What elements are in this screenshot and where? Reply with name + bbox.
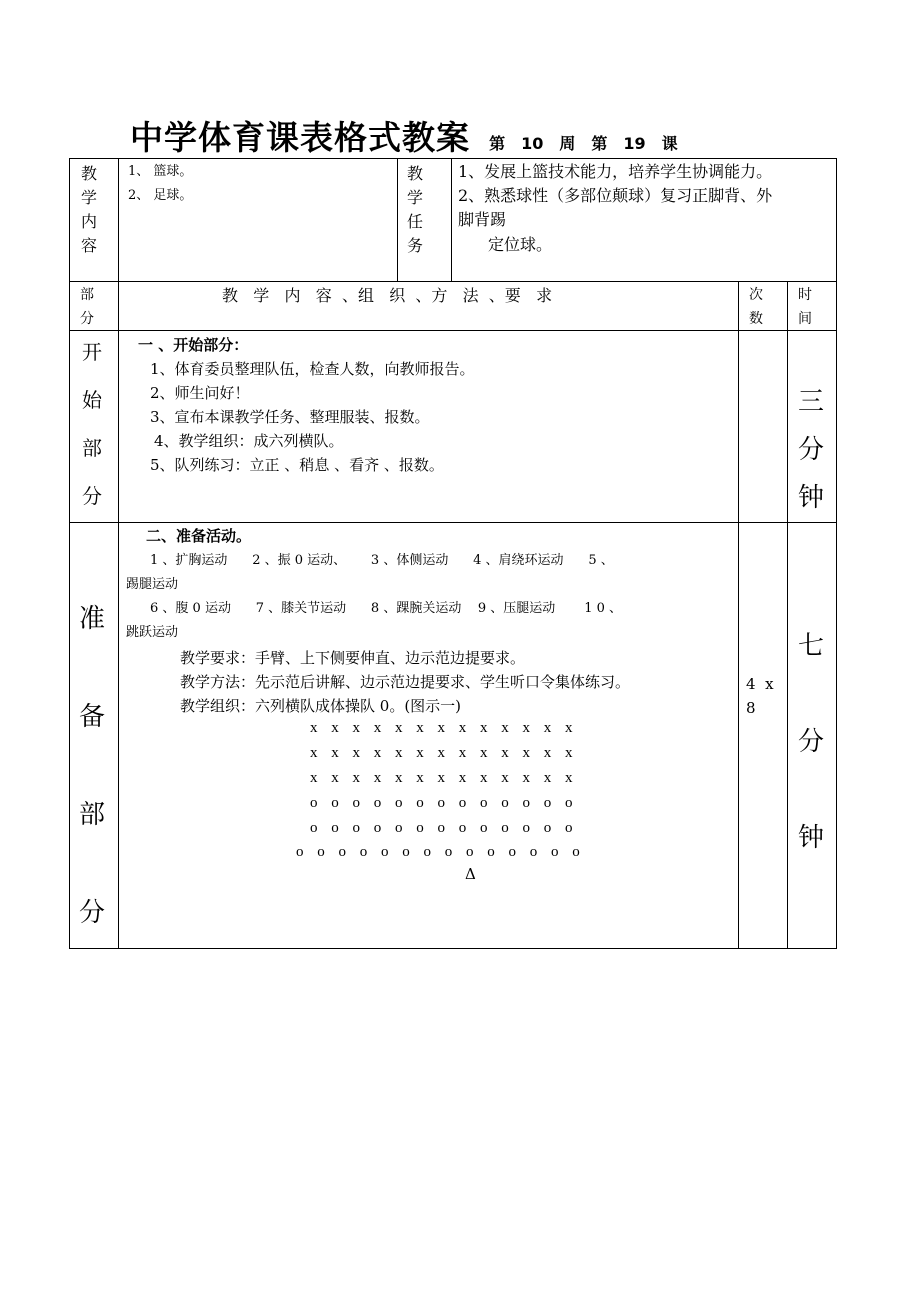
task-item: 1、发展上篮技术能力，培养学生协调能力。 [458,162,773,181]
formation-row: o o o o o o o o o o o o o [310,820,573,836]
header-content: 教 学 内 容 、组 织 、方 法 、要 求 [222,286,553,305]
formation-row: x x x x x x x x x x x x x [310,720,573,736]
divider [69,522,837,523]
divider [787,281,788,949]
start-line: 1、体育委员整理队伍，检查人数，向教师报告。 [150,360,475,378]
divider [118,158,119,282]
teacher-marker: Δ [465,865,476,883]
section-start-label: 开 始 部 分 [82,340,102,508]
exercise-list: 踢腿运动 [126,577,179,592]
header-count: 次 数 [749,287,763,327]
page-title: 中学体育课表格式教案 [130,118,470,157]
content-label: 教 学 内 容 [80,164,97,255]
formation-row: x x x x x x x x x x x x x [310,745,573,761]
task-item: 2、熟悉球性（多部位颠球）复习正脚背、外 [458,186,773,205]
start-line: 3、宣布本课教学任务、整理服装、报数。 [150,408,430,426]
divider [397,158,398,282]
header-time: 时 间 [798,287,812,327]
section-start-time: 三 分 钟 [797,387,824,513]
count-value: 8 [746,699,756,717]
content-item: 1、 篮球。 [128,164,193,179]
task-label: 教 学 任 务 [406,164,423,255]
exercise-list: 跳跃运动 [126,625,179,640]
start-line: 5、队列练习：立正 、稍息 、看齐 、报数。 [150,456,444,474]
section-prep-label: 准 备 部 分 [78,604,105,928]
section-prep-heading: 二、准备活动。 [146,527,252,545]
exercise-list: 6 、腹 0 运动 7 、膝关节运动 8 、踝腕关运动 9 、压腿运动 1 0 、 [150,601,622,616]
content-item: 2、 足球。 [128,188,193,203]
divider [118,281,119,949]
document-title-row [130,112,694,159]
teaching-organization: 教学组织：六列横队成体操队 0。(图示一) [180,697,462,715]
formation-row: x x x x x x x x x x x x x [310,770,573,786]
divider [69,330,837,331]
exercise-list: 1 、扩胸运动 2 、振 0 运动、 3 、体侧运动 4 、肩绕环运动 5 、 [150,553,614,568]
formation-row: o o o o o o o o o o o o o [310,795,573,811]
teaching-requirement: 教学要求：手臂、上下侧要伸直、边示范边提要求。 [180,649,526,667]
start-line: 4、教学组织：成六列横队。 [154,432,344,450]
divider [738,281,739,949]
week-lesson-info: 第 10 周 第 19 课 [489,134,678,153]
header-part: 部 分 [80,287,94,327]
section-prep-time: 七 分 钟 [797,631,824,853]
section-start-heading: 一 、开始部分： [138,336,249,354]
formation-row: o o o o o o o o o o o o o o [296,844,580,860]
task-item: 脚背踢 [458,210,507,229]
task-item: 定位球。 [488,235,553,254]
divider [451,158,452,282]
start-line: 2、师生问好！ [150,384,250,402]
count-value: 4 x [746,675,774,693]
teaching-method: 教学方法：先示范后讲解、边示范边提要求、学生听口令集体练习。 [180,673,631,691]
